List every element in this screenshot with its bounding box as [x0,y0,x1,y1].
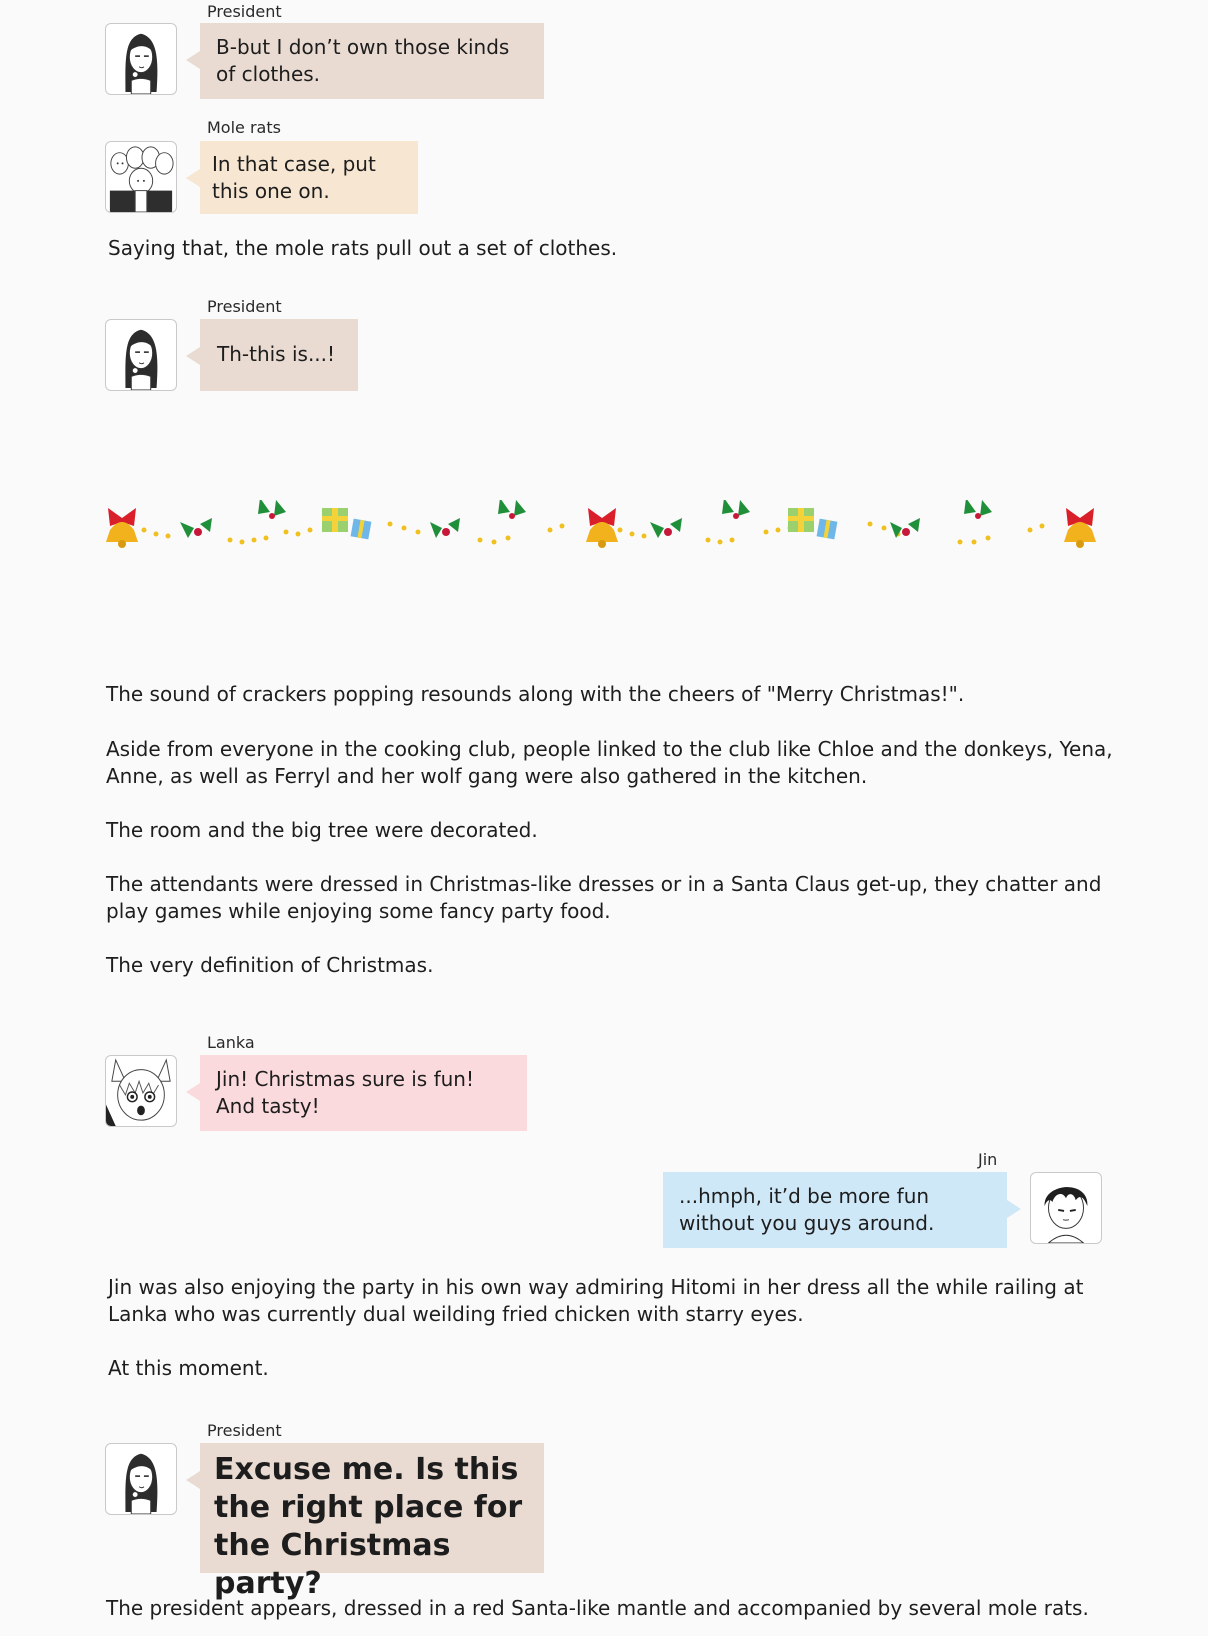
mole-rats-speech-bubble: In that case, put this one on. [200,141,418,214]
jin-speech-bubble: ...hmph, it’d be more fun without you guys around. [663,1172,1007,1248]
mole-rats-avatar-icon [106,142,176,212]
narration-text: Jin was also enjoying the party in his own way admiring Hitomi in her dress all the while railing at Lanka who was currently dual weilding fried chicken with starry eyes. [108,1275,1084,1326]
president-avatar-icon [106,24,176,94]
president-speech-bubble: Excuse me. Is this the right place for the Christmas party? [200,1443,544,1573]
speaker-name: Mole rats [207,118,281,137]
lanka-speech-bubble: Jin! Christmas sure is fun! And tasty! [200,1055,527,1131]
narration-text: The sound of crackers popping resounds along with the cheers of "Merry Christmas!". [106,682,965,706]
president-avatar [105,1443,177,1515]
narration-text: The president appears, dressed in a red Santa-like mantle and accompanied by several mole rats. [106,1596,1089,1620]
jin-avatar-icon [1031,1173,1101,1243]
president-speech-bubble: B-but I don’t own those kinds of clothes. [200,23,544,99]
lanka-avatar-icon [106,1056,176,1126]
narration-text: The very definition of Christmas. [106,953,434,977]
president-avatar [105,23,177,95]
lanka-avatar [105,1055,177,1127]
speaker-name: Lanka [207,1033,255,1052]
president-avatar-icon [106,1444,176,1514]
narration-text: The room and the big tree were decorated. [106,818,538,842]
president-speech-bubble: Th-this is...! [200,319,358,391]
christmas-garland-divider [100,500,1110,564]
speaker-name: President [207,1421,282,1440]
speaker-name: President [207,297,282,316]
narration-text: Aside from everyone in the cooking club, people linked to the club like Chloe and the donkeys, Yena, Anne, as well as Ferryl and her wolf gang were also gathered in the kitchen. [106,737,1113,788]
mole-rats-avatar [105,141,177,213]
narration-text: At this moment. [108,1356,269,1380]
speaker-name: President [207,2,282,21]
president-avatar [105,319,177,391]
narration-text: Saying that, the mole rats pull out a set of clothes. [108,236,618,260]
speaker-name: Jin [978,1150,998,1169]
president-avatar-icon [106,320,176,390]
jin-avatar [1030,1172,1102,1244]
narration-text: The attendants were dressed in Christmas-like dresses or in a Santa Claus get-up, they chatter and play games while enjoying some fancy party food. [106,872,1102,923]
